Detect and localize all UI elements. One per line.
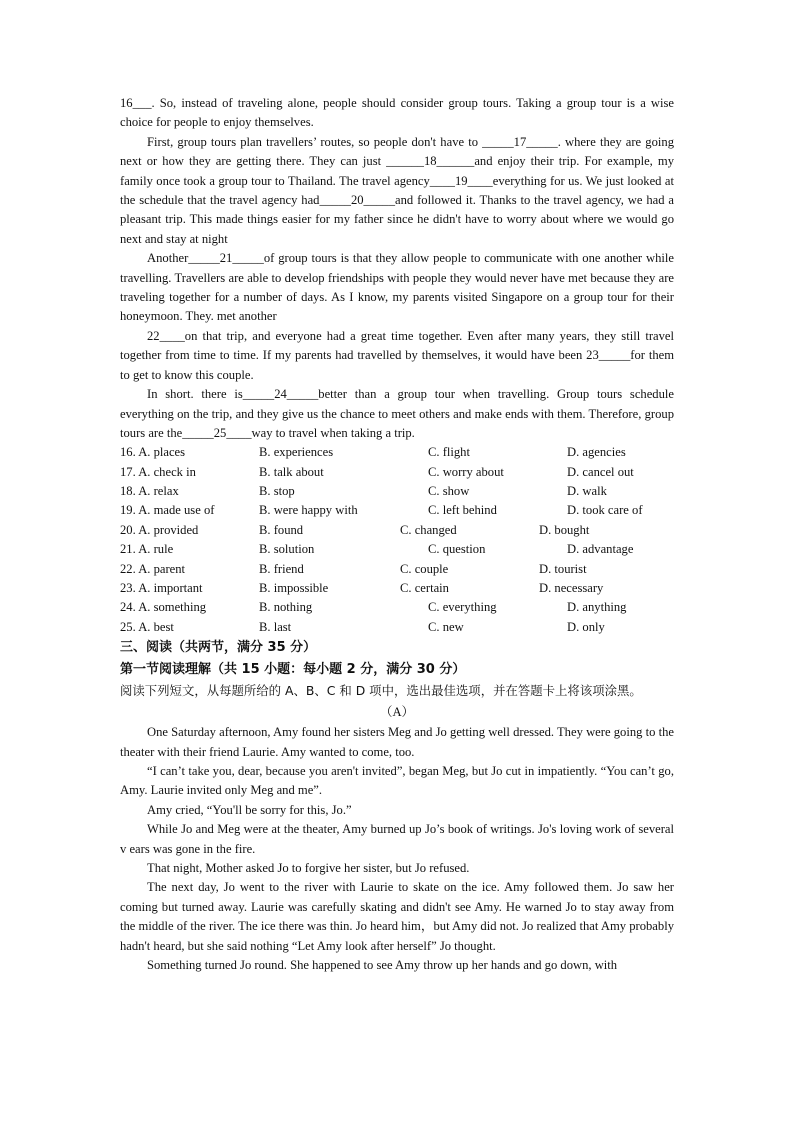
option-d: D. tourist [539, 561, 587, 576]
option-c: C. flight [428, 445, 470, 460]
passage1-paragraph-0: 16___. So, instead of traveling alone, people should consider group tours. Taking a group tour is a wise choice for people to enjoy themselves. [120, 96, 674, 130]
option-a: 16. A. places [120, 445, 186, 460]
exam-page [120, 94, 674, 976]
option-c: C. certain [400, 581, 449, 596]
section-instruction: 阅读下列短文，从每题所给的 A、B、C 和 D 项中，选出最佳选项，并在答题卡上将该项涂黑。 [120, 683, 642, 699]
option-row-21 [120, 540, 674, 559]
passage1-paragraph-3: 22____on that trip, and everyone had a great time together. Even after many years, they still travel together from time to time. If my parents had travelled by themselves, it would have been 23_____for them to get to know this couple. [120, 328, 674, 382]
option-row-24 [120, 598, 674, 617]
option-b: B. solution [259, 542, 315, 557]
option-c: C. everything [428, 600, 497, 615]
passage2-paragraph-5: The next day, Jo went to the river with Laurie to skate on the ice. Amy followed them. Jo saw her coming but turned away. Laurie was carefully skating and didn't see Amy. He warned Jo to stay away from the middle of the river. The ice there was thin. Jo heard him，but Amy did not. Jo realized that Amy probably hadn't heard, but she said nothing “Let Amy look after herself” Jo thought. [120, 880, 674, 953]
option-row-23 [120, 579, 674, 598]
option-a: 20. A. provided [120, 522, 199, 537]
option-b: B. talk about [259, 464, 324, 479]
option-a: 25. A. best [120, 619, 174, 634]
option-b: B. experiences [259, 445, 334, 460]
section-title: 三、阅读（共两节，满分 35 分） [120, 640, 317, 656]
option-c: C. changed [400, 522, 457, 537]
option-b: B. last [259, 619, 292, 634]
option-c: C. left behind [428, 503, 497, 518]
passage2-paragraph-0: One Saturday afternoon, Amy found her sisters Meg and Jo getting well dressed. They were going to the theater with their friend Laurie. Amy wanted to come, too. [120, 725, 674, 759]
option-d: D. agencies [567, 445, 626, 460]
passage1-paragraph-1: First, group tours plan travellers’ routes, so people don't have to _____17_____. where they are going next or how they are getting there. They can just ______18______and enjoy their trip. For example, my family once took a group tour to Thailand. The travel agency____19____everything for us. We just looked at the schedule that the travel agency had_____20_____and followed it. Thanks to the travel agency, we had a pleasant trip. This made things easier for my father since he didn't have to worry about where we would go next and stay at night [120, 134, 674, 246]
option-a: 22. A. parent [120, 561, 186, 576]
passage2-paragraph-1: “I can’t take you, dear, because you aren't invited”, began Meg, but Jo cut in impatiently. “You can’t go, Amy. Laurie invited only Meg and me”. [120, 764, 674, 798]
option-row-25 [120, 618, 674, 637]
passage2-paragraph-3: While Jo and Meg were at the theater, Amy burned up Jo’s book of writings. Jo's loving work of several v ears was gone in the fire. [120, 822, 674, 856]
option-a: 24. A. something [120, 600, 207, 615]
passage1-paragraph-4: In short. there is_____24_____better than a group tour when travelling. Group tours schedule everything on the trip, and they give us the chance to meet others and make ends with them. Therefore, group tours are the_____25____way to travel when taking a trip. [120, 387, 674, 440]
option-row-20 [120, 521, 674, 540]
option-row-22 [120, 560, 674, 579]
option-d: D. took care of [567, 503, 643, 518]
options-table [120, 443, 674, 637]
option-d: D. cancel out [567, 464, 634, 479]
passage2-paragraph-2: Amy cried, “You'll be sorry for this, Jo.” [147, 802, 352, 817]
option-c: C. question [428, 542, 486, 557]
option-row-18 [120, 482, 674, 501]
option-d: D. advantage [567, 542, 634, 557]
option-a: 17. A. check in [120, 464, 196, 479]
option-d: D. walk [567, 484, 607, 499]
passage1-paragraph-2: Another_____21_____of group tours is that they allow people to communicate with one another while travelling. Travellers are able to develop friendships with people they would never have met because they are traveling together for a number of days. As I know, my parents visited Singapore on a group tour for their honeymoon. They. met another [120, 251, 674, 324]
option-d: D. only [567, 619, 605, 634]
option-a: 23. A. important [120, 581, 203, 596]
option-a: 19. A. made use of [120, 503, 215, 518]
option-d: D. necessary [539, 581, 604, 596]
option-b: B. stop [259, 484, 295, 499]
option-a: 21. A. rule [120, 542, 174, 557]
section-subtitle: 第一节阅读理解（共 15 小题：每小题 2 分，满分 30 分） [120, 662, 466, 678]
option-row-17 [120, 463, 674, 482]
option-row-19 [120, 501, 674, 520]
option-row-16 [120, 443, 674, 462]
passage-label: （A） [379, 704, 415, 719]
option-b: B. friend [259, 561, 304, 576]
option-b: B. nothing [259, 600, 313, 615]
option-a: 18. A. relax [120, 484, 179, 499]
option-c: C. couple [400, 561, 449, 576]
option-c: C. show [428, 484, 470, 499]
option-d: D. anything [567, 600, 627, 615]
passage2-paragraph-4: That night, Mother asked Jo to forgive her sister, but Jo refused. [147, 861, 470, 876]
option-b: B. were happy with [259, 503, 358, 518]
option-c: C. new [428, 619, 464, 634]
passage2-paragraph-6: Something turned Jo round. She happened to see Amy throw up her hands and go down, with [147, 958, 618, 973]
option-c: C. worry about [428, 464, 504, 479]
option-d: D. bought [539, 522, 590, 537]
option-b: B. impossible [259, 581, 329, 596]
option-b: B. found [259, 522, 304, 537]
